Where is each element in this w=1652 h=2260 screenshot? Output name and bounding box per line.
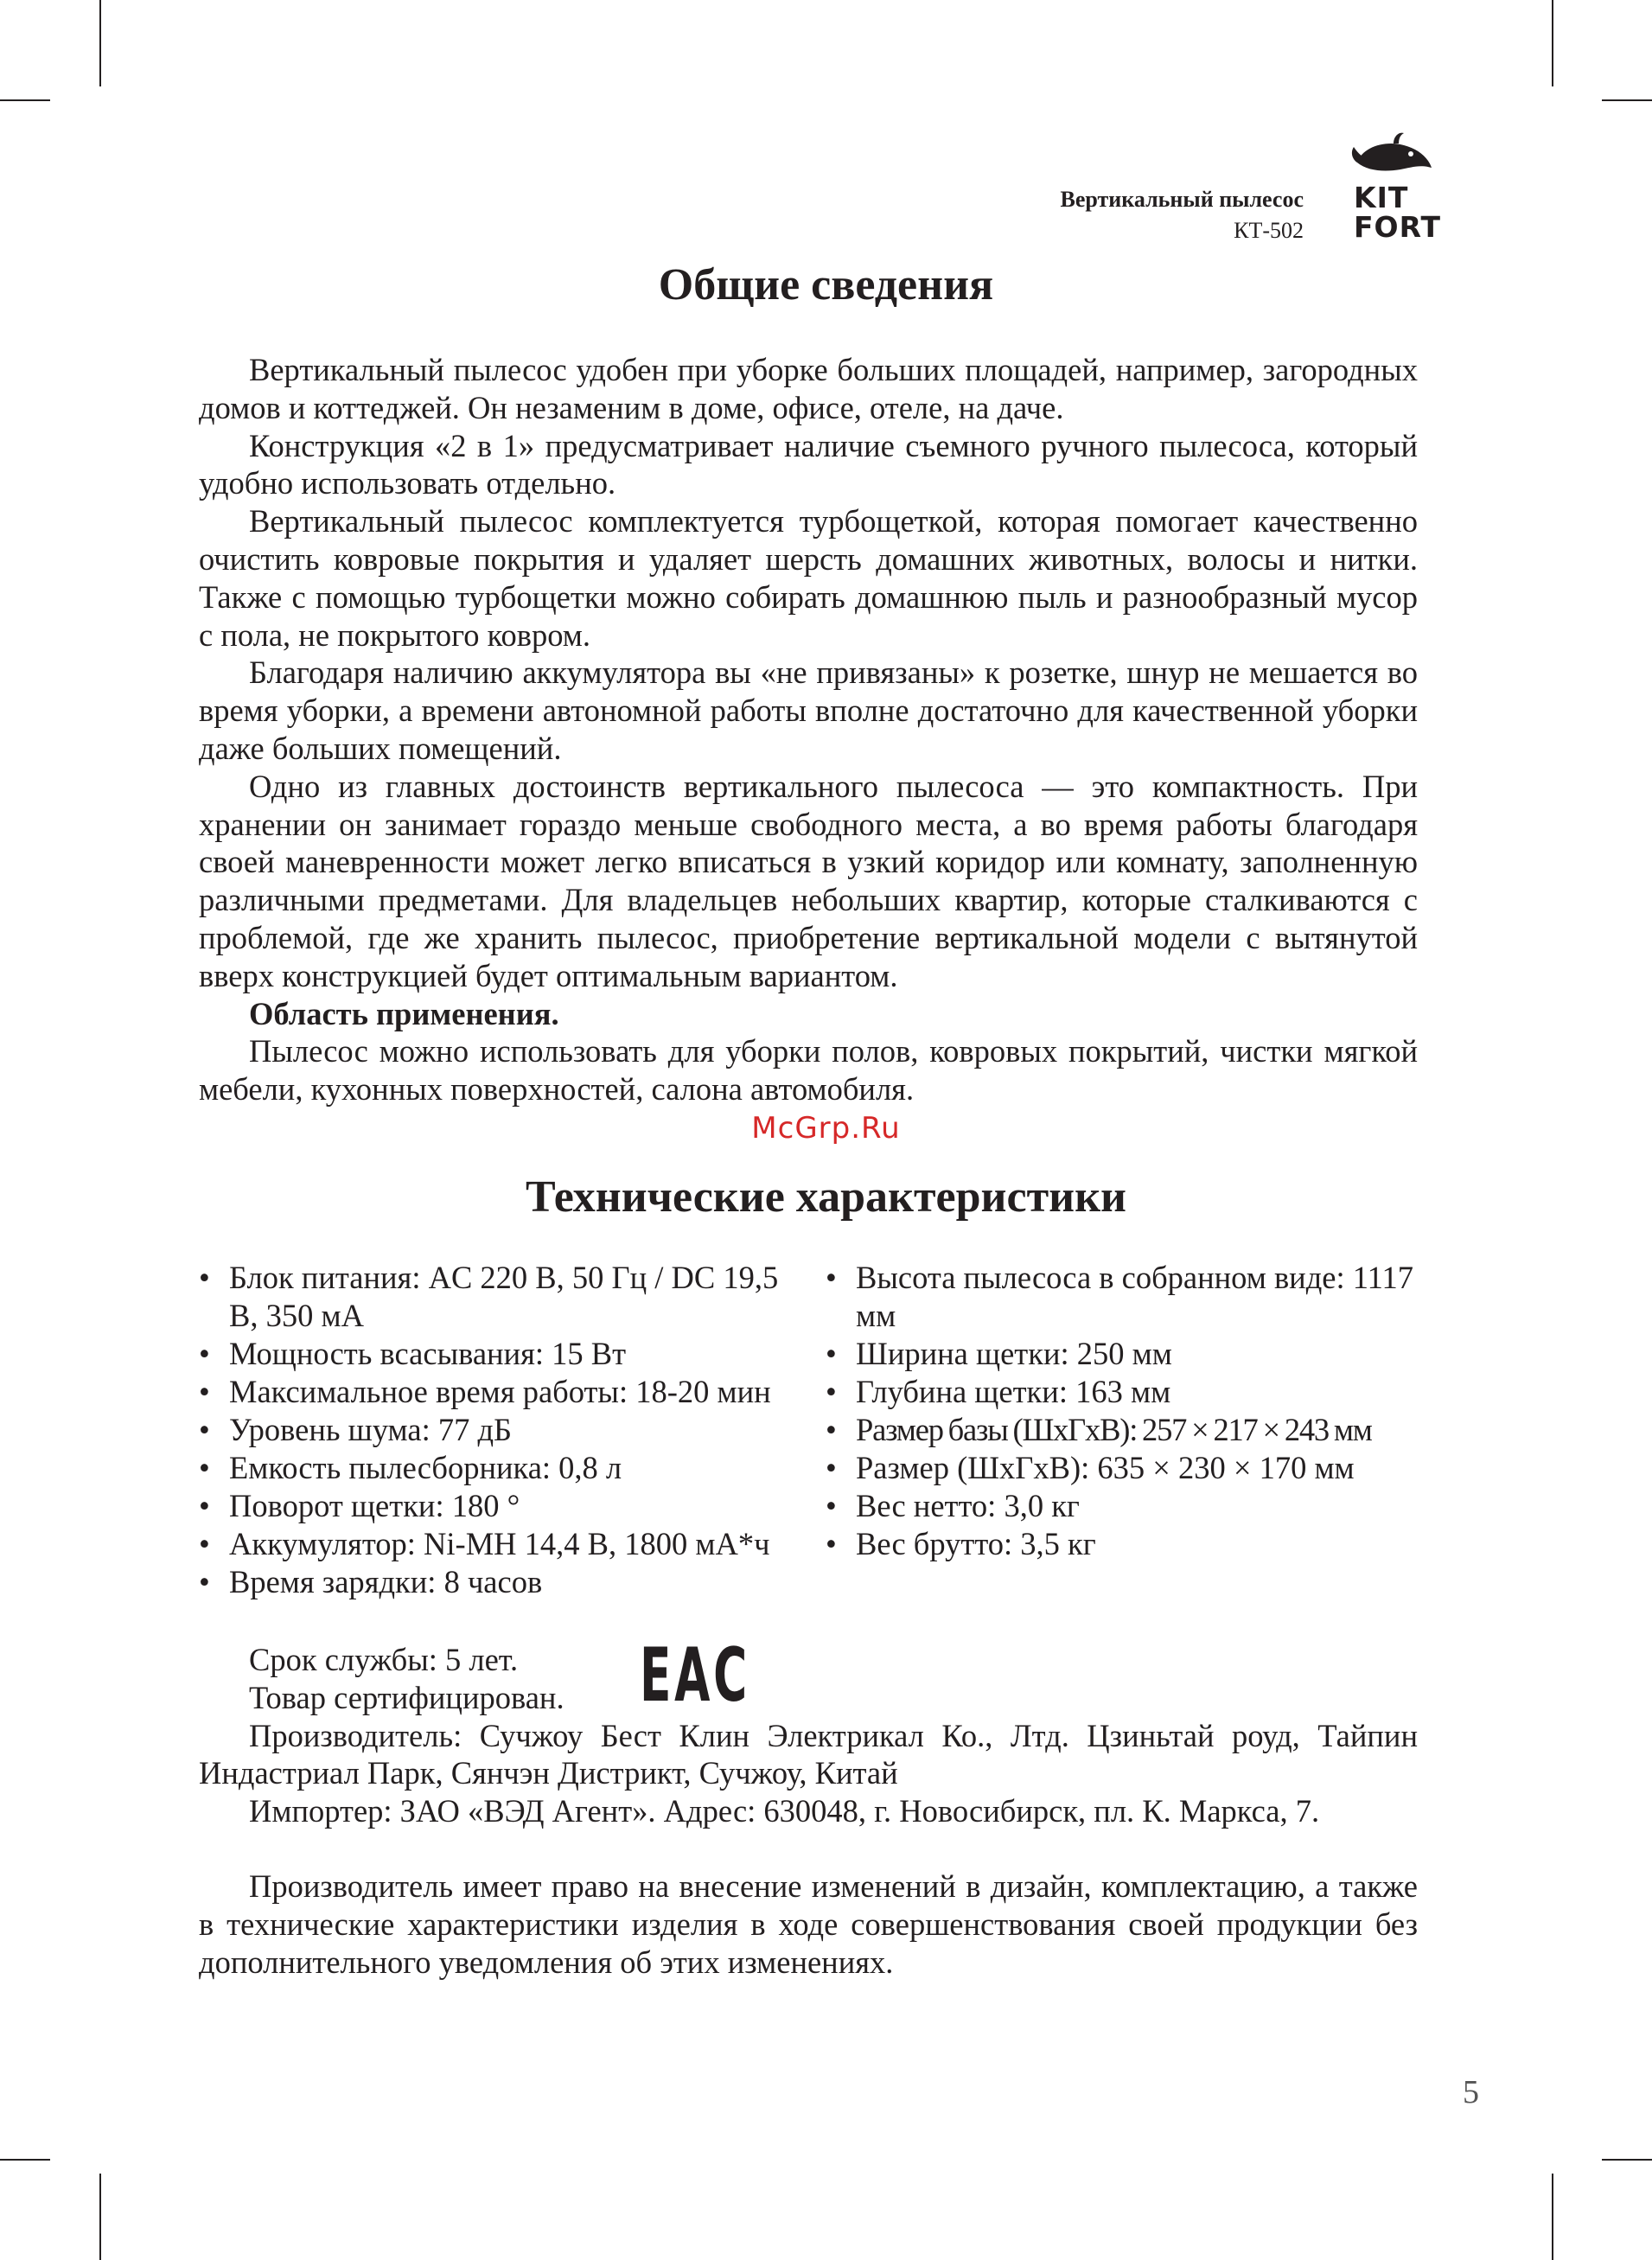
crop-mark bbox=[99, 0, 101, 86]
logo-text bbox=[1354, 183, 1441, 242]
product-title: Вертикальный пылесос bbox=[1060, 187, 1304, 212]
service-life: Срок службы: 5 лет. bbox=[249, 1642, 519, 1677]
disclaimer: Производитель имеет право на внесение изменений в дизайн, комплектацию, а также в технические характеристики изделия в ходе совершенствования своей продукции без дополнительного уведомления об этих изменениях. bbox=[199, 1868, 1418, 1980]
spec-item: • Время зарядки: 8 часов bbox=[199, 1563, 804, 1601]
spec-item: • Уровень шума: 77 дБ bbox=[199, 1411, 804, 1449]
manufacturer: Производитель: Сучжоу Бест Клин Электрикал Ко., Лтд. Цзиньтай роуд, Тайпин Индастриал Парк, Сянчэн Дистрикт, Сучжоу, Китай bbox=[199, 1717, 1418, 1791]
spec-item: • Вес брутто: 3,5 кг bbox=[826, 1525, 1448, 1563]
spec-item: • Высота пылесоса в собранном виде: 1117 мм bbox=[826, 1259, 1448, 1335]
whale-icon bbox=[1350, 130, 1437, 182]
general-section-title: Общие сведения bbox=[658, 260, 994, 310]
crop-mark bbox=[1602, 2159, 1652, 2161]
paragraph: Вертикальный пылесос комплектуется турбощеткой, которая помогает качественно очистить ковровые покрытия и удаляет шерсть домашних животных, волосы и нитки. Также с помощью турбощетки можно собирать домашнюю пыль и разнообразный мусор с пола, не покрытого ковром. bbox=[199, 503, 1418, 653]
specs-list-left bbox=[199, 1259, 804, 1601]
eac-mark: EAC bbox=[640, 1632, 750, 1719]
brand-logo bbox=[1345, 130, 1449, 246]
spec-item: • Блок питания: AC 220 В, 50 Гц / DC 19,5 В, 350 мА bbox=[199, 1259, 804, 1335]
spec-item: • Мощность всасывания: 15 Вт bbox=[199, 1335, 804, 1373]
watermark: McGrp.Ru bbox=[751, 1111, 901, 1146]
logo-line-kit: KIT bbox=[1354, 181, 1409, 214]
logo-line-fort: FORT bbox=[1354, 210, 1442, 244]
spec-item: • Ширина щетки: 250 мм bbox=[826, 1335, 1448, 1373]
application-heading: Область применения. bbox=[249, 995, 559, 1031]
crop-mark bbox=[0, 2159, 50, 2161]
spec-item: • Глубина щетки: 163 мм bbox=[826, 1373, 1448, 1411]
page-number: 5 bbox=[1463, 2074, 1479, 2110]
paragraph: Благодаря наличию аккумулятора вы «не привязаны» к розетке, шнур не мешается во время уборки, а времени автономной работы вполне достаточно для качественной уборки даже больших помещений. bbox=[199, 654, 1418, 766]
importer: Импортер: ЗАО «ВЭД Агент». Адрес: 630048, г. Новосибирск, пл. К. Маркса, 7. bbox=[249, 1793, 1320, 1829]
crop-mark bbox=[1552, 2174, 1553, 2260]
crop-mark bbox=[1552, 0, 1553, 86]
crop-mark bbox=[99, 2174, 101, 2260]
spec-item: • Емкость пылесборника: 0,8 л bbox=[199, 1449, 804, 1487]
disclaimer-block bbox=[199, 1867, 1418, 1981]
spec-item: • Максимальное время работы: 18-20 мин bbox=[199, 1373, 804, 1411]
specs-list-right bbox=[826, 1259, 1448, 1563]
paragraph: Вертикальный пылесос удобен при уборке больших площадей, например, загородных домов и коттеджей. Он незаменим в доме, офисе, отеле, на даче. bbox=[199, 352, 1418, 425]
spec-item: • Аккумулятор: Ni-MH 14,4 В, 1800 мА*ч bbox=[199, 1525, 804, 1563]
spec-item: • Вес нетто: 3,0 кг bbox=[826, 1487, 1448, 1525]
crop-mark bbox=[0, 99, 50, 101]
application-text: Пылесос можно использовать для уборки полов, ковровых покрытий, чистки мягкой мебели, кухонных поверхностей, салона автомобиля. bbox=[199, 1033, 1418, 1108]
spec-item: • Размер базы (ШхГхВ): 257 × 217 × 243 мм bbox=[826, 1411, 1448, 1449]
product-model: КТ-502 bbox=[1234, 218, 1304, 243]
spec-item: • Поворот щетки: 180 ° bbox=[199, 1487, 804, 1525]
paragraph: Одно из главных достоинств вертикального пылесоса — это компактность. При хранении он занимает гораздо меньше свободного места, а во время работы благодаря своей маневренности может легко вписаться в узкий коридор или комнату, заполненную различными предметами. Для владельцев небольших квартир, которые сталкиваются с проблемой, где же хранить пылесос, приобретение вертикальной модели с вытянутой вверх конструкцией будет оптимальным вариантом. bbox=[199, 768, 1418, 993]
general-section-body bbox=[199, 351, 1418, 1108]
certified-text: Товар сертифицирован. bbox=[249, 1679, 564, 1715]
crop-mark bbox=[1602, 99, 1652, 101]
info-block bbox=[199, 1632, 1418, 1830]
paragraph: Конструкция «2 в 1» предусматривает наличие съемного ручного пылесоса, который удобно использовать отдельно. bbox=[199, 427, 1418, 501]
spec-item: • Размер (ШхГхВ): 635 × 230 × 170 мм bbox=[826, 1449, 1448, 1487]
page-header bbox=[1061, 184, 1304, 246]
specs-section-title: Технические характеристики bbox=[526, 1172, 1126, 1222]
